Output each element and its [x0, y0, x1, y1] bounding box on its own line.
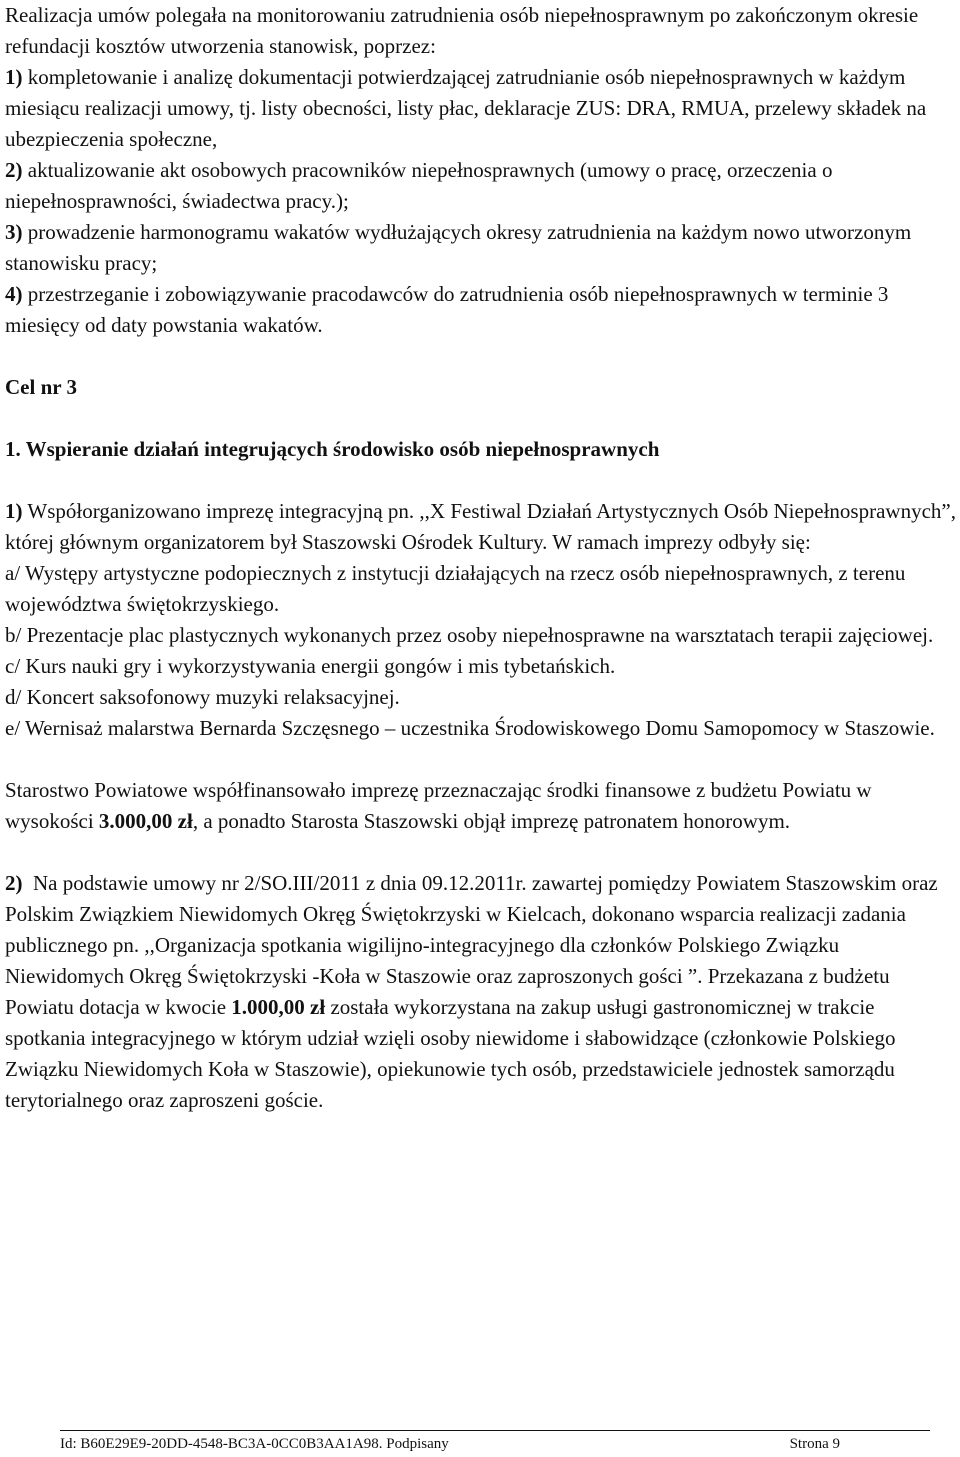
- section2-text-post: została wykorzystana na zakup usługi gastronomicznej w trakcie spotkania integracyjnego w którym udział wzięli osoby niewidome i słabowidzące (członkowie Polskiego Związku Niewidomych Koła w Staszowie), opiekunowie tych osób, przedstawiciele jednostek samorządu terytorialnego oraz zaproszeni goście.: [5, 995, 896, 1112]
- document-page: [5, 0, 957, 1116]
- section1-intro: [5, 496, 957, 558]
- funding-text-pre: Starostwo Powiatowe współfinansowało imprezę przeznaczając środki finansowe z budżetu Powiatu w wysokości: [5, 778, 872, 833]
- goal-subtitle: 1. Wspieranie działań integrujących środowisko osób niepełnosprawnych: [5, 437, 660, 461]
- intro-item-1-num: 1): [5, 65, 23, 89]
- section2-paragraph: [5, 868, 957, 1116]
- intro-item-3-text: prowadzenie harmonogramu wakatów wydłużających okresy zatrudnienia na każdym nowo utworzonym stanowisku pracy;: [5, 220, 912, 275]
- section1-item-e: e/ Wernisaż malarstwa Bernarda Szczęsnego – uczestnika Środowiskowego Domu Samopomocy w Staszowie.: [5, 716, 935, 740]
- section2-amount: 1.000,00 zł: [231, 995, 326, 1019]
- section1-num: 1): [5, 499, 23, 523]
- section1-item-c: c/ Kurs nauki gry i wykorzystywania energii gongów i mis tybetańskich.: [5, 654, 616, 678]
- intro-lead: Realizacja umów polegała na monitorowaniu zatrudnienia osób niepełnosprawnym po zakończonym okresie refundacji kosztów utworzenia stanowisk, poprzez:: [5, 3, 919, 58]
- intro-item-2-num: 2): [5, 158, 23, 182]
- page-footer: [60, 1435, 840, 1453]
- section1-item-b: b/ Prezentacje plac plastycznych wykonanych przez osoby niepełnosprawne na warsztatach terapii zajęciowej.: [5, 623, 934, 647]
- footer-document-id: Id: B60E29E9-20DD-4548-BC3A-0CC0B3AA1A98. Podpisany: [60, 1436, 449, 1452]
- intro-item-2: [5, 155, 957, 217]
- funding-text-post: , a ponadto Starosta Staszowski objął imprezę patronatem honorowym.: [192, 809, 791, 833]
- intro-item-1-text: kompletowanie i analizę dokumentacji potwierdzającej zatrudnianie osób niepełnosprawnych w każdym miesiącu realizacji umowy, tj. listy obecności, listy płac, deklaracje ZUS: DRA, RMUA, przelewy składek na ubezpieczenia społeczne,: [5, 65, 927, 151]
- funding-amount: 3.000,00 zł: [98, 809, 193, 833]
- intro-item-4-text: przestrzeganie i zobowiązywanie pracodawców do zatrudnienia osób niepełnosprawnych w terminie 3 miesięcy od daty powstania wakatów.: [5, 282, 889, 337]
- footer-page-number: Strona 9: [789, 1436, 840, 1452]
- intro-item-2-text: aktualizowanie akt osobowych pracowników niepełnosprawnych (umowy o pracę, orzeczenia o niepełnosprawności, świadectwa pracy.);: [5, 158, 833, 213]
- section1-text: Współorganizowano imprezę integracyjną pn. ,,X Festiwal Działań Artystycznych Osób Niepełnosprawnych”, której głównym organizatorem był Staszowski Ośrodek Kultury. W ramach imprezy odbyły się:: [5, 499, 956, 554]
- intro-item-4-num: 4): [5, 282, 23, 306]
- intro-item-4: [5, 279, 957, 341]
- intro-item-1: [5, 62, 957, 155]
- goal-title: Cel nr 3: [5, 375, 77, 399]
- section1-item-a: a/ Występy artystyczne podopiecznych z instytucji działających na rzecz osób niepełnosprawnych, z terenu województwa świętokrzyskiego.: [5, 561, 906, 616]
- section1-item-d: d/ Koncert saksofonowy muzyki relaksacyjnej.: [5, 685, 400, 709]
- intro-item-3-num: 3): [5, 220, 23, 244]
- section2-text-pre: Na podstawie umowy nr 2/SO.III/2011 z dnia 09.12.2011r. zawartej pomiędzy Powiatem Staszowskim oraz Polskim Związkiem Niewidomych Okręg Świętokrzyski w Kielcach, dokonano wsparcia realizacji zadania publicznego pn. ,,Organizacja spotkania wigilijno-integracyjnego dla członków Polskiego Związku Niewidomych Okręg Świętokrzyski -Koła w Staszowie oraz zaproszonych gości ”. Przekazana z budżetu Powiatu dotacja w kwocie: [5, 871, 938, 1019]
- footer-divider: [60, 1430, 930, 1431]
- section2-num: 2): [5, 871, 23, 895]
- section1-funding: [5, 775, 957, 837]
- intro-item-3: [5, 217, 957, 279]
